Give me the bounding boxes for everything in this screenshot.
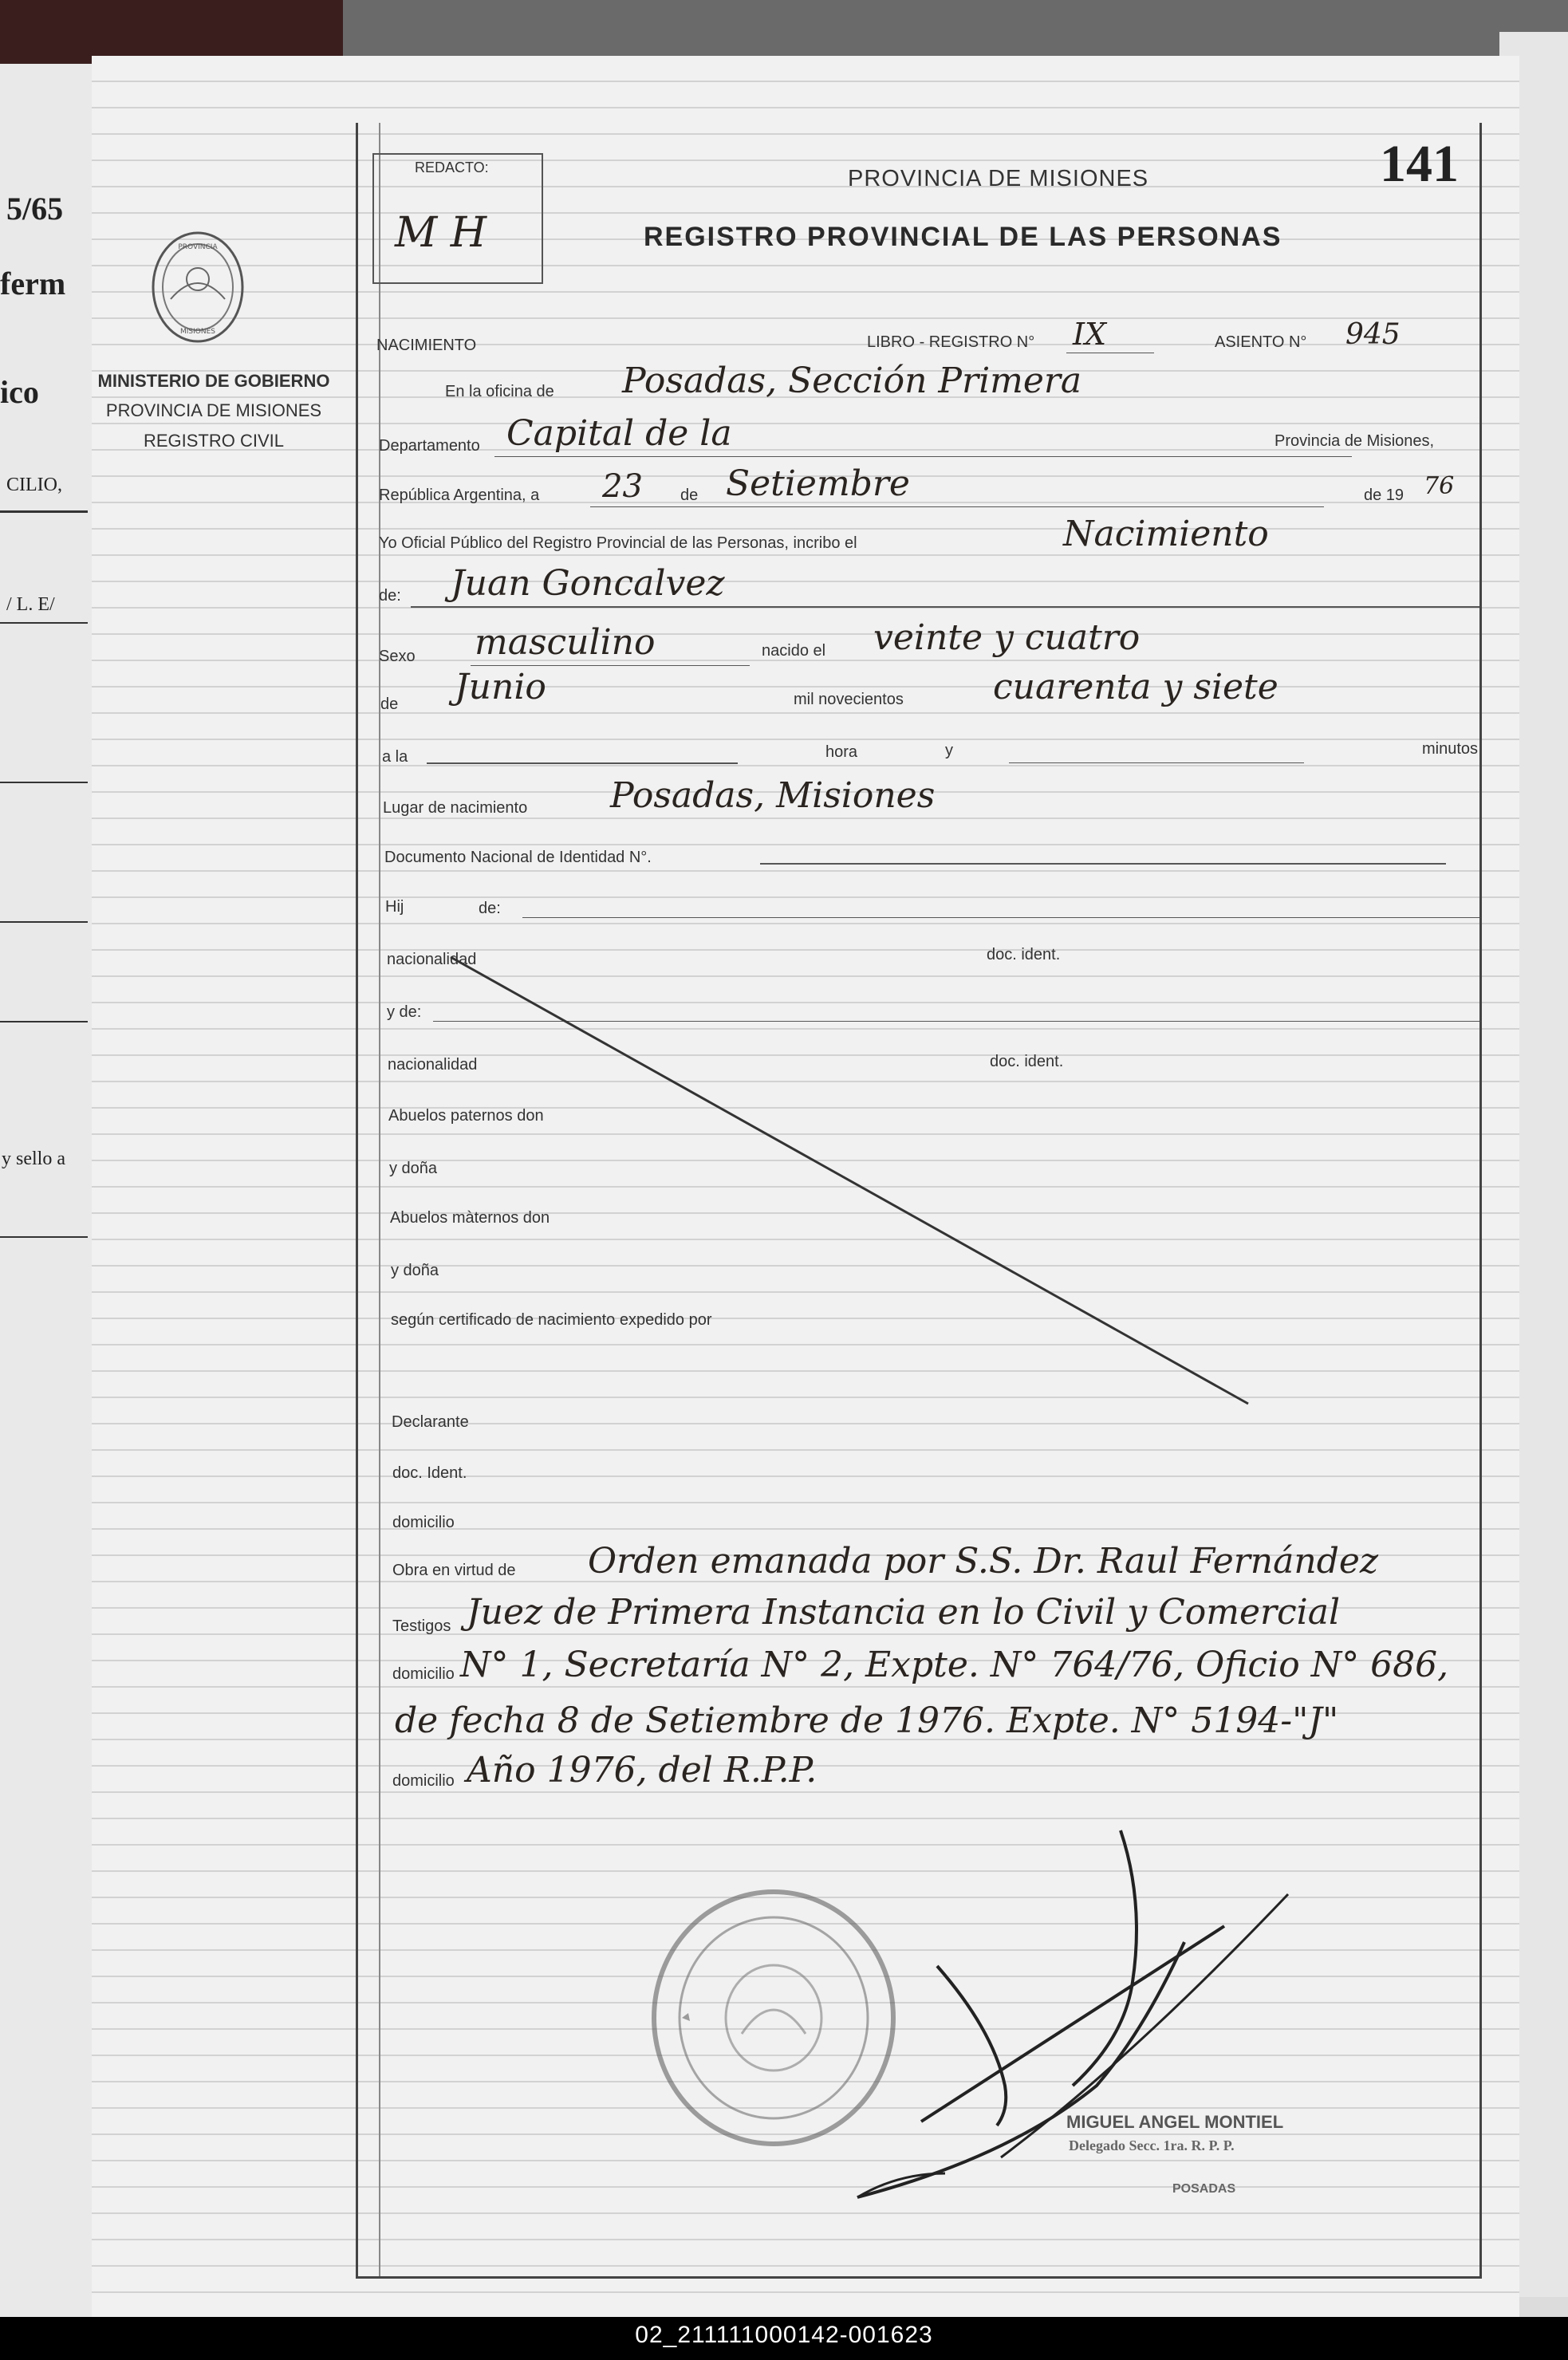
seal-text-bottom: MISIONES — [179, 328, 216, 336]
y-dona-label: y doña — [389, 1160, 438, 1177]
hijo-label: Hij — [385, 898, 404, 916]
sexo-value: masculino — [475, 622, 656, 663]
oficial-value: Nacimiento — [1063, 514, 1269, 554]
obra-line-2: Juez de Primera Instancia en lo Civil y Comercial — [467, 1592, 1341, 1633]
departamento-value: Capital de la — [506, 413, 732, 454]
republica-label: República Argentina, a — [379, 487, 540, 504]
cancel-diagonal-line — [411, 941, 1368, 1452]
y-dona2-label: y doña — [391, 1262, 439, 1279]
signature-place-stamp: POSADAS — [1172, 2182, 1236, 2196]
domicilio3-label: domicilio — [392, 1772, 455, 1790]
signature-name-stamp: MIGUEL ANGEL MONTIEL — [1066, 2112, 1284, 2132]
left-fragment-ferm: ferm — [0, 266, 66, 301]
nacido-value: veinte y cuatro — [873, 617, 1141, 658]
de-label: de — [680, 487, 699, 504]
certificado-label: según certificado de nacimiento expedido por — [391, 1311, 712, 1329]
left-rule — [0, 1021, 88, 1022]
nacido-label: nacido el — [762, 642, 826, 660]
left-folder-page — [0, 64, 96, 2317]
nombre-underline — [411, 606, 1479, 608]
de3-label: de — [380, 695, 399, 713]
domicilio2-label: domicilio — [392, 1665, 455, 1683]
a-la-label: a la — [382, 748, 408, 766]
redacto-label: REDACTO: — [415, 160, 489, 175]
birth-register-page — [92, 56, 1519, 2317]
anio-label: de 19 — [1364, 487, 1405, 504]
asiento-value: 945 — [1345, 318, 1401, 351]
anio-nac-value: cuarenta y siete — [993, 667, 1278, 707]
dni-underline — [760, 863, 1446, 865]
oficina-label: En la oficina de — [445, 383, 554, 400]
departamento-underline — [494, 456, 1352, 457]
doc-ident3-label: doc. Ident. — [392, 1464, 467, 1482]
page-frame-left — [356, 123, 358, 2276]
domicilio-label: domicilio — [392, 1514, 455, 1531]
left-fragment-ico: ico — [0, 374, 39, 410]
registry-title: REGISTRO PROVINCIAL DE LAS PERSONAS — [644, 222, 1282, 252]
redacto-initials: M H — [395, 209, 487, 257]
doc-ident-label: doc. ident. — [987, 946, 1061, 963]
coat-of-arms-seal — [142, 223, 254, 359]
seal-text-top: PROVINCIA — [178, 243, 218, 251]
left-rule — [0, 622, 88, 624]
obra-label: Obra en virtud de — [392, 1562, 516, 1579]
page-frame-bottom — [356, 2276, 1482, 2279]
folder-cover-corner — [0, 0, 343, 64]
left-rule — [0, 921, 88, 923]
abuelos-paternos-label: Abuelos paternos don — [388, 1107, 544, 1125]
hijo-underline — [522, 917, 1479, 918]
left-rule — [0, 510, 88, 513]
left-fragment-number: 5/65 — [6, 191, 64, 227]
ministry-province: PROVINCIA DE MISIONES — [105, 400, 322, 420]
y-de-label: y de: — [387, 1003, 422, 1021]
hora-underline — [427, 762, 738, 764]
testigos-label: Testigos — [392, 1617, 451, 1635]
sexo-underline — [471, 665, 750, 666]
oficina-value: Posadas, Sección Primera — [622, 361, 1082, 401]
sexo-label: Sexo — [379, 648, 416, 665]
left-fragment-cilio: CILIO, — [6, 475, 62, 495]
image-caption: 02_211111000142-001623 — [635, 2322, 933, 2348]
hijo-de-label: de: — [479, 900, 501, 917]
minutos-underline — [1009, 762, 1304, 763]
anio-value: 76 — [1424, 472, 1455, 500]
hora-label: hora — [825, 743, 858, 761]
ministry-registry: REGISTRO CIVIL — [143, 431, 285, 451]
nombre-value: Juan Goncalvez — [451, 563, 725, 604]
obra-line-4: de fecha 8 de Setiembre de 1976. Expte. N° 5194-"J" — [395, 1700, 1339, 1741]
nacimiento-label: NACIMIENTO — [376, 337, 477, 354]
ministry-title: MINISTERIO DE GOBIERNO — [97, 371, 330, 391]
y-label: y — [945, 742, 953, 759]
signature-role-stamp: Delegado Secc. 1ra. R. P. P. — [1069, 2137, 1235, 2153]
left-fragment-sello: y sello a — [2, 1148, 65, 1169]
obra-line-5: Año 1976, del R.P.P. — [467, 1750, 817, 1791]
oficial-label: Yo Oficial Público del Registro Provincial de las Personas, incribo el — [379, 534, 857, 552]
province-heading: PROVINCIA DE MISIONES — [848, 166, 1149, 191]
left-rule — [0, 782, 88, 783]
provincia-suffix: Provincia de Misiones, — [1274, 432, 1435, 450]
abuelos-maternos-label: Abuelos màternos don — [390, 1209, 550, 1227]
declarante-label: Declarante — [392, 1413, 469, 1431]
obra-line-1: Orden emanada por S.S. Dr. Raul Fernández — [588, 1541, 1379, 1582]
mil-label: mil novecientos — [794, 691, 904, 708]
page-frame-right — [1479, 123, 1482, 2276]
doc-ident2-label: doc. ident. — [990, 1053, 1064, 1070]
mes-nac-value: Junio — [455, 667, 546, 707]
dni-label: Documento Nacional de Identidad N°. — [384, 849, 652, 866]
minutos-label: minutos — [1422, 740, 1479, 758]
libro-value: IX — [1073, 317, 1107, 352]
left-rule — [0, 1236, 88, 1238]
de2-label: de: — [379, 587, 401, 605]
nacionalidad-label: nacionalidad — [387, 951, 477, 968]
folio-number: 141 — [1380, 135, 1459, 193]
fecha-underline — [590, 506, 1324, 507]
mes-value: Setiembre — [726, 463, 910, 504]
obra-line-3: N° 1, Secretaría N° 2, Expte. N° 764/76, Oficio N° 686, — [460, 1645, 1449, 1685]
lugar-label: Lugar de nacimiento — [383, 799, 528, 817]
libro-label: LIBRO - REGISTRO N° — [867, 333, 1035, 351]
left-fragment-le: / L. E/ — [6, 594, 55, 615]
official-signature — [810, 1822, 1336, 2237]
asiento-label: ASIENTO N° — [1215, 333, 1307, 351]
nacionalidad2-label: nacionalidad — [388, 1056, 478, 1074]
dia-value: 23 — [602, 468, 643, 505]
departamento-label: Departamento — [379, 437, 480, 455]
lugar-value: Posadas, Misiones — [610, 775, 936, 816]
